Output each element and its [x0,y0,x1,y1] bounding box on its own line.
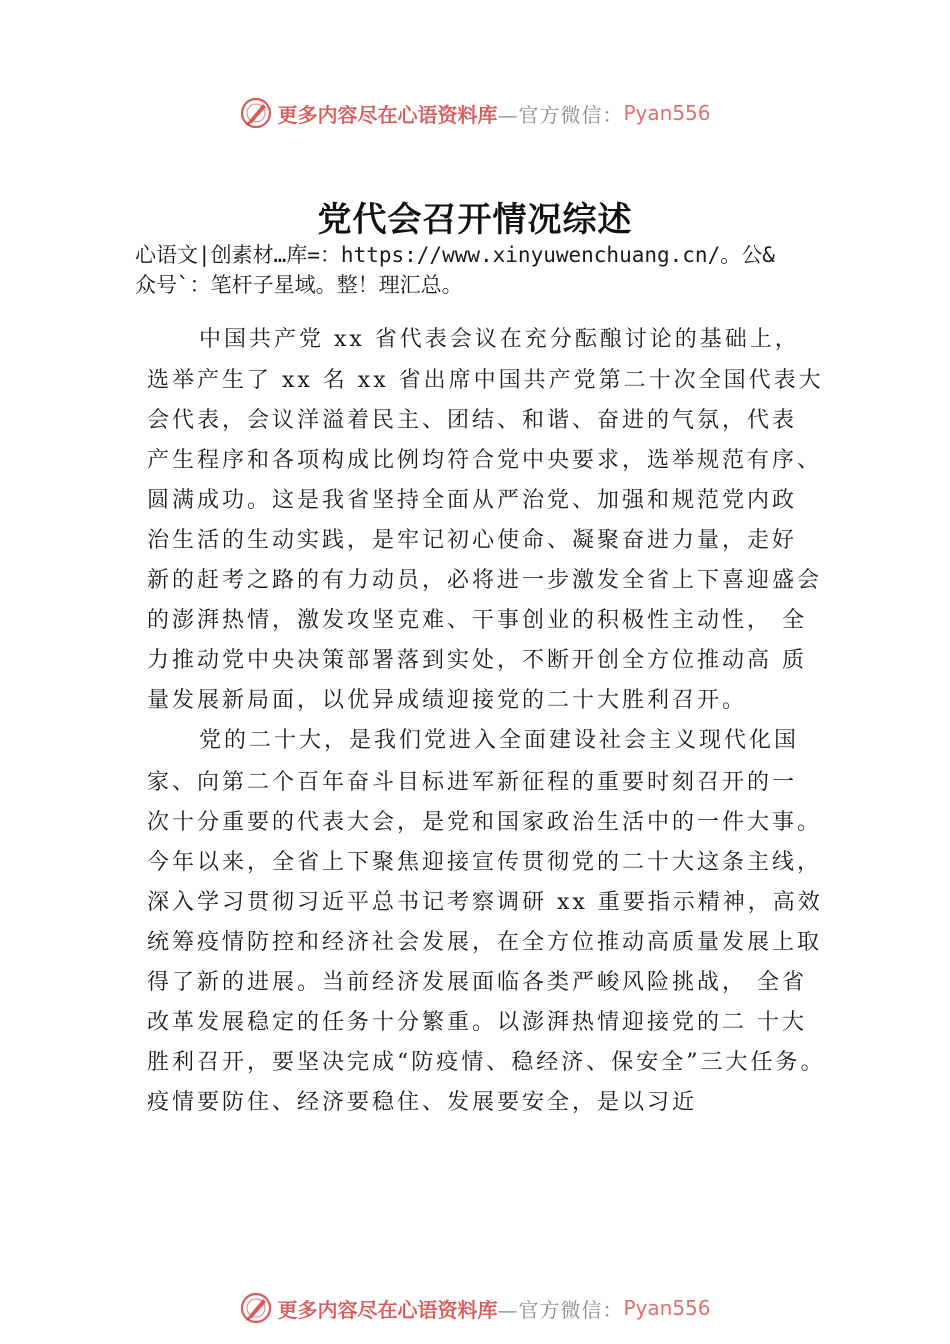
paragraph-line: 改革发展稳定的任务十分繁重。以澎湃热情迎接党的二 十大 [147,1010,807,1035]
watermark-site-text: 更多内容尽在心语资料库 [277,1297,498,1322]
paragraph-line: 的澎湃热情，激发攻坚克难、干事创业的积极性主动性， 全 [147,608,807,633]
watermark-banner-bottom [0,1291,950,1325]
pen-logo-icon [239,96,273,130]
paragraph-line: 深入学习贯彻习近平总书记考察调研 xx 重要指示精神，高效 [147,890,823,915]
watermark-wechat-label: —官方微信： [497,102,624,127]
paragraph-line: 党的二十大，是我们党进入全面建设社会主义现代化国 [199,728,800,753]
paragraph-line: 产生程序和各项构成比例均符合党中央要求，选举规范有序、 [147,448,823,473]
watermark-wechat-id: Pyan556 [623,101,711,125]
paragraph-line: 选举产生了 xx 名 xx 省出席中国共产党第二十次全国代表大 [147,368,824,393]
paragraph-line: 中国共产党 xx 省代表会议在充分酝酿讨论的基础上， [199,327,800,352]
source-line: 心语文|创素材…库=：https://www.xinyuwenchuang.cn/。公& [135,243,775,267]
watermark-banner-top [0,96,950,130]
watermark-wechat-label: —官方微信： [497,1297,624,1322]
paragraph-line: 圆满成功。这是我省坚持全面从严治党、加强和规范党内政 [147,488,798,513]
paragraph-line: 统筹疫情防控和经济社会发展，在全方位推动高质量发展上取 [147,930,823,955]
paragraph-line: 今年以来，全省上下聚焦迎接宣传贯彻党的二十大这条主线， [147,850,823,875]
document-title: 党代会召开情况综述 [317,200,633,240]
watermark-wechat-id: Pyan556 [623,1296,711,1320]
paragraph-line: 家、向第二个百年奋斗目标进军新征程的重要时刻召开的一 [147,770,798,795]
paragraph-line: 疫情要防住、经济要稳住、发展要安全，是以习近 [147,1090,698,1115]
paragraph-line: 胜利召开，要坚决完成“防疫情、稳经济、保安全”三大任务。 [147,1050,826,1075]
source-note [135,240,855,300]
paragraph-line: 得了新的进展。当前经济发展面临各类严峻风险挑战， 全省 [147,970,807,995]
paragraph-line: 会代表，会议洋溢着民主、团结、和谐、奋进的气氛，代表 [147,408,798,433]
paragraph-line: 次十分重要的代表大会，是党和国家政治生活中的一件大事。 [147,810,823,835]
paragraph-line: 量发展新局面，以优异成绩迎接党的二十大胜利召开。 [147,688,748,713]
pen-logo-icon [239,1291,273,1325]
paragraph-line: 力推动党中央决策部署落到实处，不断开创全方位推动高 质 [147,648,807,673]
watermark-site-text: 更多内容尽在心语资料库 [277,102,498,127]
source-line: 众号`：笔杆子星域。整！理汇总。 [135,273,463,297]
paragraph-line: 新的赶考之路的有力动员，必将进一步激发全省上下喜迎盛会 [147,568,823,593]
paragraph-line: 治生活的生动实践，是牢记初心使命、凝聚奋进力量，走好 [147,528,798,553]
